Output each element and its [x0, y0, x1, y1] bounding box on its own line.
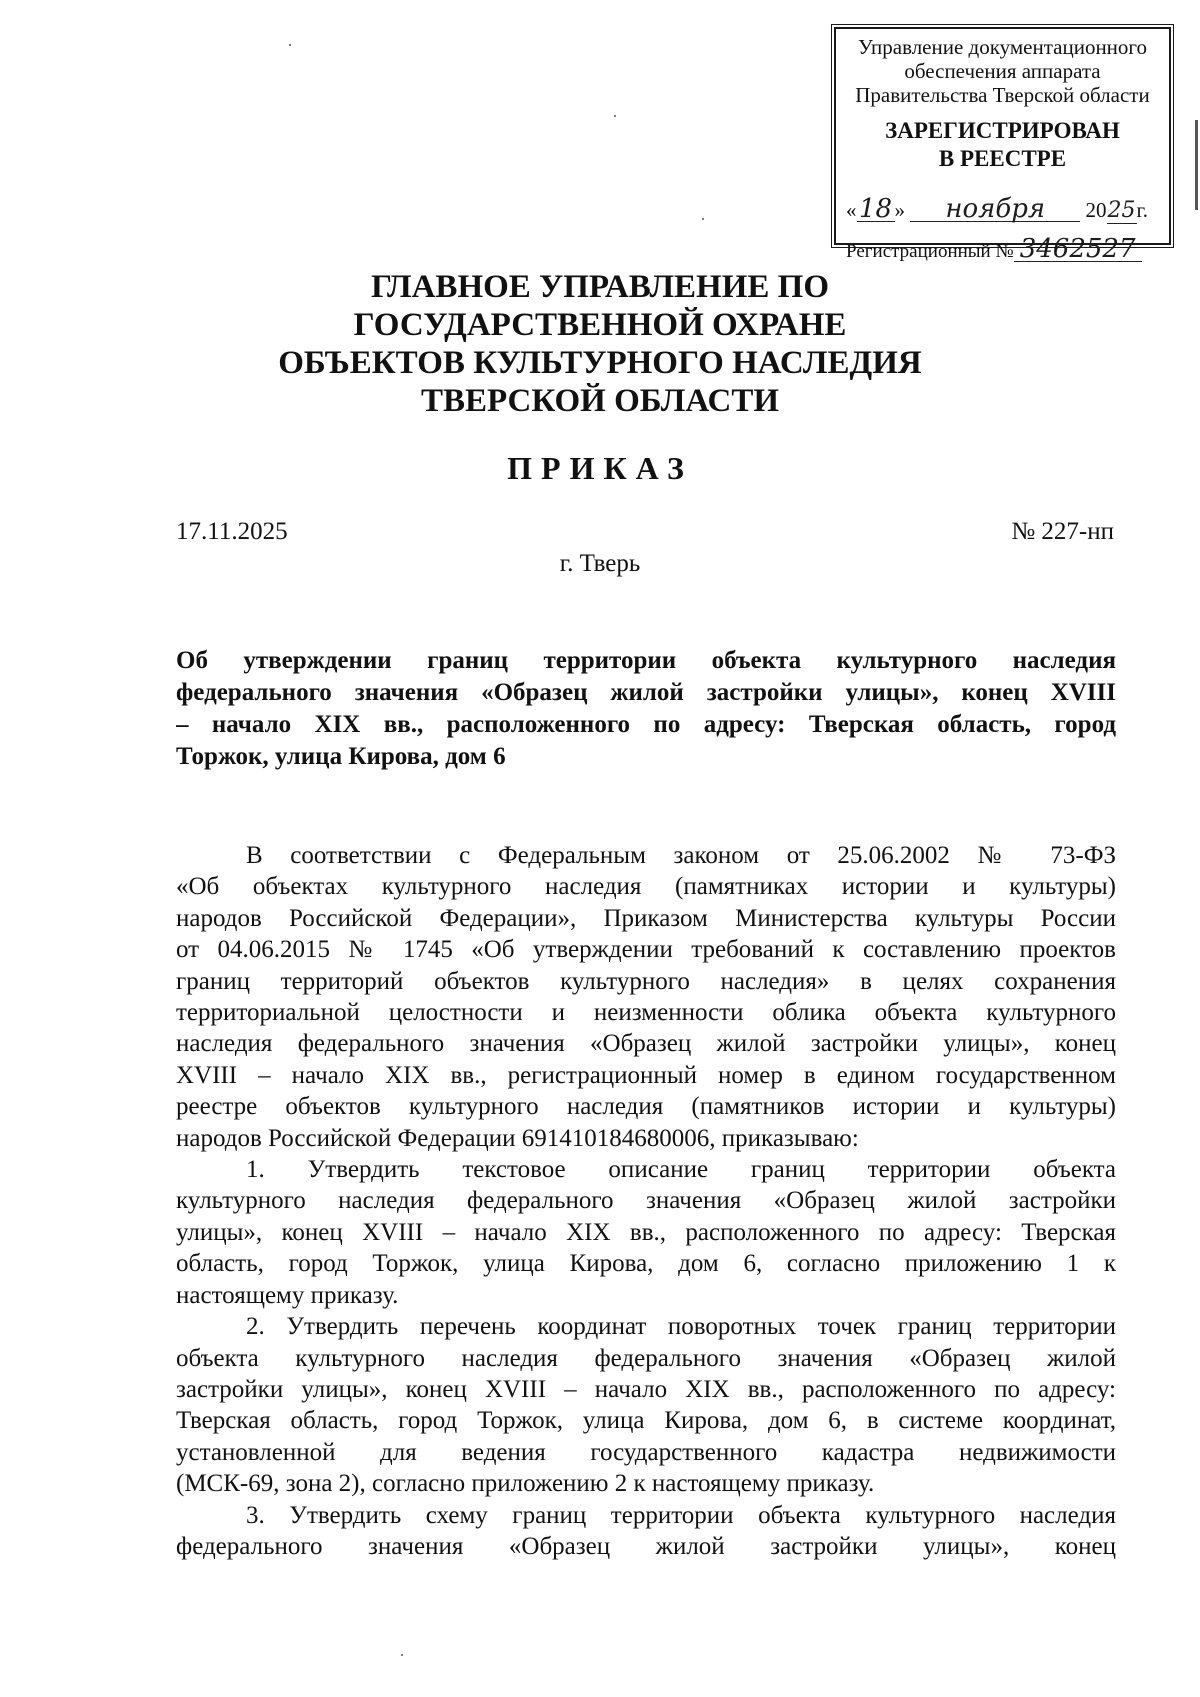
- document-body: [176, 840, 1116, 1562]
- body-line: реестре объектов культурного наследия (памятников истории и культуры): [176, 1093, 1116, 1121]
- body-line: установленной для ведения государственного кадастра недвижимости: [176, 1438, 1116, 1466]
- stamp-status: [836, 117, 1169, 173]
- stamp-date: [846, 194, 1163, 225]
- registration-stamp: [834, 27, 1171, 264]
- subject-line: Торжок, улица Кирова, дом 6: [176, 743, 506, 770]
- body-line: застройки улицы», конец XVIII – начало XIX вв., расположенного по адресу:: [176, 1375, 1116, 1403]
- scan-edge-mark: [1195, 120, 1198, 210]
- document-city: г. Тверь: [559, 550, 641, 577]
- body-line: от 04.06.2015 № 1745 «Об утверждении требований к составлению проектов: [176, 936, 1116, 964]
- stamp-date-year-suffix: 25: [1107, 198, 1136, 223]
- body-line: В соответствии с Федеральным законом от 25.06.2002 № 73-ФЗ: [246, 842, 1116, 869]
- body-line: XVIII – начало XIX вв., регистрационный номер в едином государственном: [176, 1061, 1116, 1089]
- subject-line: – начало XIX вв., расположенного по адресу: Тверская область, город: [176, 711, 1116, 738]
- stamp-org-line: Управление документационного: [857, 35, 1148, 59]
- body-line: область, город Торжок, улица Кирова, дом 6, согласно приложению 1 к: [176, 1250, 1116, 1278]
- body-line: наследия федерального значения «Образец жилой застройки улицы», конец: [176, 1030, 1116, 1058]
- scan-speck: [401, 1654, 403, 1656]
- body-line: федерального значения «Образец жилой застройки улицы», конец: [176, 1532, 1116, 1560]
- body-line: «Об объектах культурного наследия (памятниках истории и культуры): [176, 873, 1116, 901]
- stamp-reg-number-line: [846, 234, 1163, 265]
- stamp-status-line: ЗАРЕГИСТРИРОВАН: [885, 118, 1120, 143]
- body-line: объекта культурного наследия федерального значения «Образец жилой: [176, 1344, 1116, 1372]
- subject-line: Об утверждении границ территории объекта культурного наследия: [176, 647, 1116, 674]
- body-line: (МСК-69, зона 2), согласно приложению 2 к настоящему приказу.: [176, 1470, 875, 1498]
- issuing-authority: [180, 268, 1020, 420]
- stamp-status-line: В РЕЕСТРЕ: [938, 146, 1067, 171]
- body-line: культурного наследия федерального значения «Образец жилой застройки: [176, 1187, 1116, 1215]
- stamp-date-suffix: г.: [1136, 198, 1148, 222]
- body-line: 2. Утвердить перечень координат поворотных точек границ территории: [246, 1313, 1116, 1341]
- authority-line: ГОСУДАРСТВЕННОЙ ОХРАНЕ: [353, 307, 847, 343]
- stamp-date-quote-close: »: [894, 198, 905, 222]
- body-line: 3. Утвердить схему границ территории объекта культурного наследия: [246, 1501, 1116, 1529]
- authority-line: ОБЪЕКТОВ КУЛЬТУРНОГО НАСЛЕДИЯ: [278, 345, 922, 381]
- authority-line: ГЛАВНОЕ УПРАВЛЕНИЕ ПО: [371, 269, 829, 305]
- body-line: настоящему приказу.: [176, 1281, 399, 1309]
- stamp-organization: [836, 35, 1169, 107]
- document-date: 17.11.2025: [176, 518, 288, 545]
- body-line: 1. Утвердить текстовое описание границ территории объекта: [246, 1156, 1116, 1184]
- authority-line: ТВЕРСКОЙ ОБЛАСТИ: [420, 383, 780, 419]
- body-line: народов Российской Федерации», Приказом Министерства культуры России: [176, 904, 1116, 932]
- stamp-reg-number: 3462527: [1014, 237, 1142, 262]
- scan-speck: [614, 115, 616, 117]
- scan-speck: [702, 218, 704, 220]
- stamp-date-month: ноября: [910, 197, 1080, 222]
- body-line: улицы», конец XVIII – начало XIX вв., расположенного по адресу: Тверская: [176, 1218, 1116, 1246]
- stamp-org-line: Правительства Тверской области: [855, 83, 1150, 107]
- body-line: границ территорий объектов культурного наследия» в целях сохранения: [176, 967, 1116, 995]
- body-line: народов Российской Федерации 691410184680006, приказываю:: [176, 1124, 859, 1152]
- subject-line: федерального значения «Образец жилой застройки улицы», конец XVIII: [176, 679, 1116, 706]
- document-type: ПРИКАЗ: [507, 450, 693, 486]
- scan-speck: [289, 44, 291, 46]
- body-line: территориальной целостности и неизменности облика объекта культурного: [176, 999, 1116, 1027]
- stamp-reg-label: Регистрационный №: [846, 241, 1014, 262]
- document-number: № 227-нп: [1011, 518, 1114, 545]
- document-subject: [176, 645, 1116, 773]
- stamp-org-line: обеспечения аппарата: [904, 59, 1101, 83]
- stamp-date-day: 18: [857, 197, 895, 222]
- body-line: Тверская область, город Торжок, улица Кирова, дом 6, в системе координат,: [176, 1407, 1116, 1435]
- stamp-date-year-prefix: 20: [1085, 198, 1107, 222]
- stamp-date-quote-open: «: [846, 198, 857, 222]
